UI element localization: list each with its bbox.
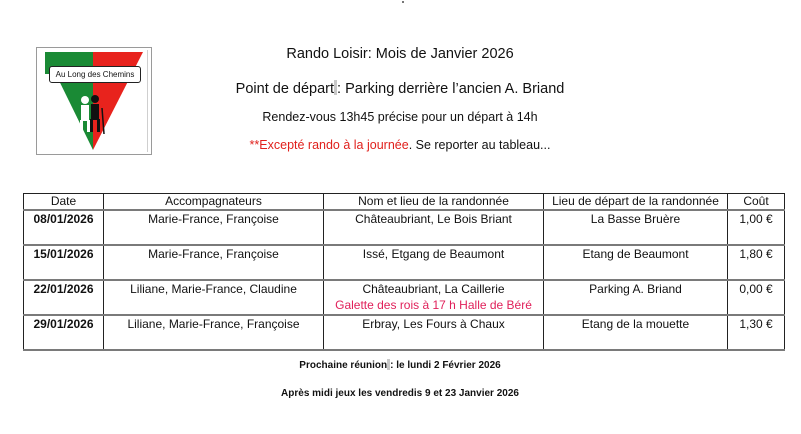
row-date: 08/01/2026 <box>24 210 104 245</box>
row-date: 29/01/2026 <box>24 315 104 350</box>
meeting-point-value: : Parking derrière l’ancien A. Briand <box>337 81 565 97</box>
column-header-guides: Accompagnateurs <box>104 194 324 211</box>
next-meeting <box>160 359 640 371</box>
schedule-table <box>23 193 785 351</box>
row-hike-name: Châteaubriant, La Caillerie <box>362 282 505 296</box>
row-guides: Liliane, Marie-France, Claudine <box>104 280 324 315</box>
column-header-name: Nom et lieu de la randonnée <box>324 194 544 211</box>
row-start: Etang de la mouette <box>544 315 728 350</box>
row-cost: 1,80 € <box>728 245 785 280</box>
logo-inner-frame <box>39 50 148 152</box>
row-start: Parking A. Briand <box>544 280 728 315</box>
column-header-cost: Coût <box>728 194 785 211</box>
column-header-date: Date <box>24 194 104 211</box>
next-meeting-label: Prochaine réunion <box>299 360 388 371</box>
table-row <box>24 210 785 245</box>
row-hike-note: Galette des rois à 17 h Halle de Béré <box>335 298 532 312</box>
exception-red-text: **Excepté rando à la journée <box>249 138 409 152</box>
stray-mark <box>402 1 404 3</box>
club-logo <box>36 47 152 155</box>
table-row <box>24 245 785 280</box>
exception-note <box>160 138 640 152</box>
row-cost: 1,00 € <box>728 210 785 245</box>
meeting-point-label: Point de départ <box>235 81 335 97</box>
row-cost: 1,30 € <box>728 315 785 350</box>
row-hike-name: Erbray, Les Fours à Chaux <box>324 315 544 350</box>
row-date: 15/01/2026 <box>24 245 104 280</box>
row-hike-name: Issé, Etgang de Beaumont <box>324 245 544 280</box>
meeting-point <box>160 80 640 97</box>
table-header-row <box>24 194 785 211</box>
rendezvous-text: Rendez-vous 13h45 précise pour un départ à 14h <box>262 110 538 124</box>
row-guides: Marie-France, Françoise <box>104 210 324 245</box>
row-hike-cell <box>324 280 544 315</box>
exception-rest-text: . Se reporter au tableau... <box>408 138 551 152</box>
row-guides: Marie-France, Françoise <box>104 245 324 280</box>
row-start: Etang de Beaumont <box>544 245 728 280</box>
next-meeting-value: : le lundi 2 Février 2026 <box>390 360 501 371</box>
table-row <box>24 315 785 350</box>
logo-text: Au Long des Chemins <box>49 66 141 83</box>
row-start: La Basse Bruère <box>544 210 728 245</box>
row-cost: 0,00 € <box>728 280 785 315</box>
row-guides: Liliane, Marie-France, Françoise <box>104 315 324 350</box>
column-header-start: Lieu de départ de la randonnée <box>544 194 728 211</box>
page-title: Rando Loisir: Mois de Janvier 2026 <box>286 46 514 62</box>
games-afternoon: Après midi jeux les vendredis 9 et 23 Janvier 2026 <box>281 388 519 399</box>
row-hike-name: Châteaubriant, Le Bois Briant <box>324 210 544 245</box>
row-date: 22/01/2026 <box>24 280 104 315</box>
table-row <box>24 280 785 315</box>
